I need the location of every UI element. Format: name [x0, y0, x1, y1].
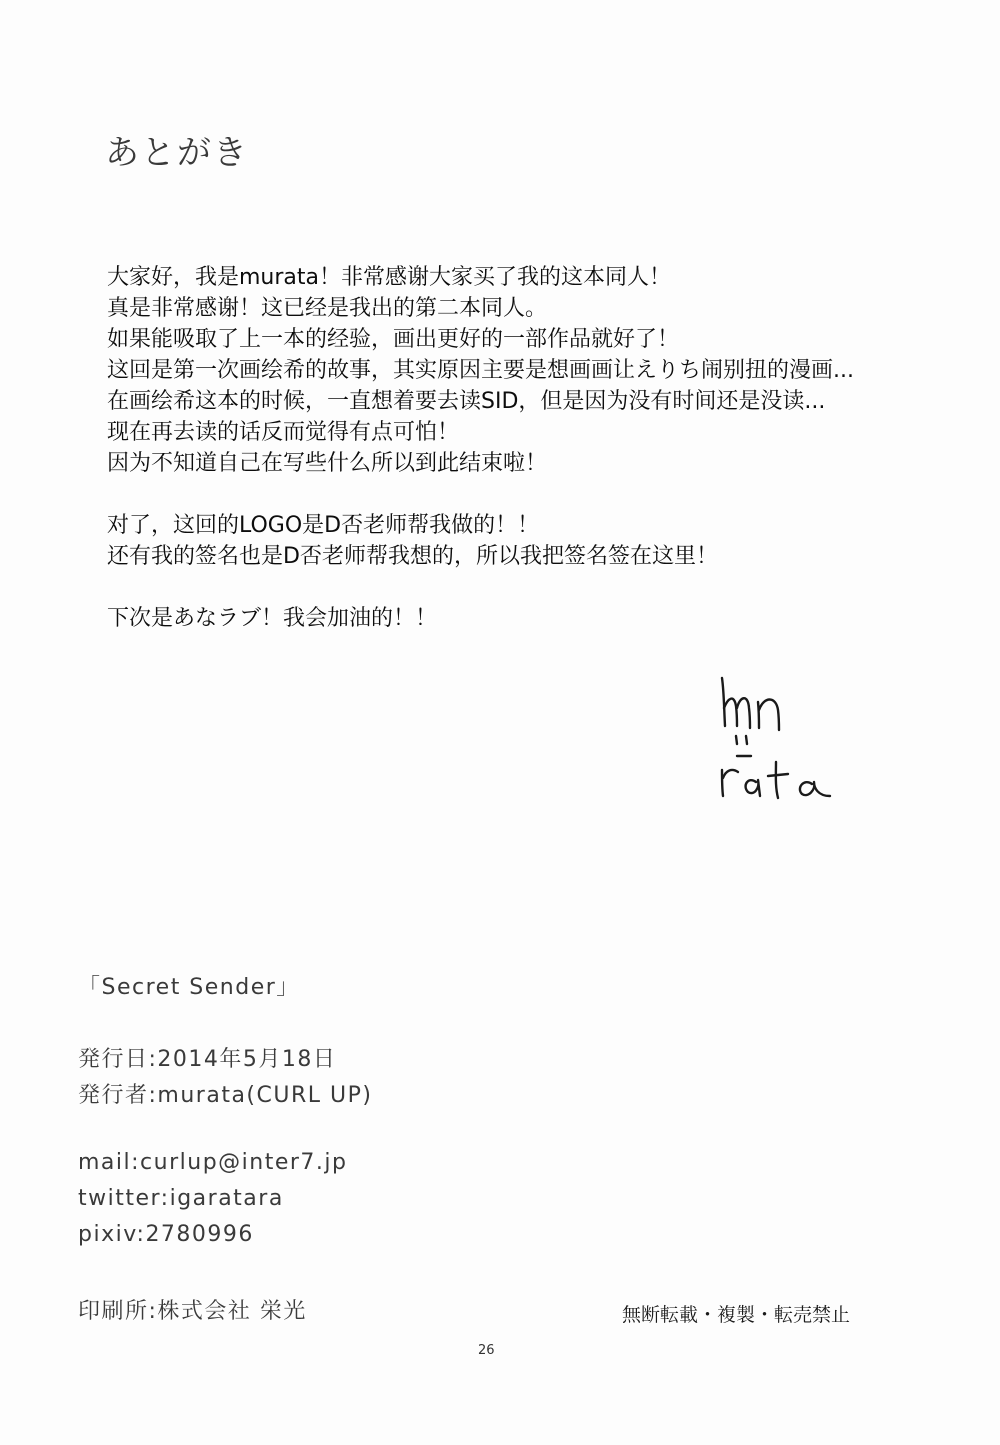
contact-mail: mail:curlup@inter7.jp [78, 1150, 348, 1175]
paragraph-line: 真是非常感谢！这已经是我出的第二本同人。 [107, 296, 548, 321]
book-title: 「Secret Sender」 [78, 975, 300, 1000]
contact-pixiv: pixiv:2780996 [78, 1222, 254, 1247]
handwritten-signature [712, 672, 847, 807]
publisher: 発行者:murata(CURL UP) [78, 1083, 373, 1108]
paragraph-line: 下次是あなラブ！我会加油的！！ [107, 606, 438, 631]
paragraph-line: 在画绘希这本的时候，一直想着要去读SID，但是因为没有时间还是没读... [107, 389, 826, 414]
publication-date: 発行日:2014年5月18日 [78, 1047, 337, 1072]
printer: 印刷所:株式会社 栄光 [78, 1299, 307, 1324]
paragraph-line: 如果能吸取了上一本的经验，画出更好的一部作品就好了！ [107, 327, 680, 352]
paragraph-line: 现在再去读的话反而觉得有点可怕！ [107, 420, 460, 445]
copyright-notice: 無断転載・複製・転売禁止 [622, 1304, 851, 1326]
paragraph-gap [107, 572, 967, 603]
page-number: 26 [478, 1343, 495, 1358]
paragraph-line: 因为不知道自己在写些什么所以到此结束啦！ [107, 451, 548, 476]
afterword-body [107, 262, 967, 634]
contact-twitter: twitter:igaratara [78, 1186, 284, 1211]
paragraph-gap [107, 479, 967, 510]
paragraph-line: 还有我的签名也是D否老师帮我想的，所以我把签名签在这里！ [107, 544, 718, 569]
paragraph-line: 这回是第一次画绘希的故事，其实原因主要是想画画让えりち闹别扭的漫画... [107, 358, 854, 383]
page-heading: あとがき [105, 133, 249, 173]
paragraph-line: 对了，这回的LOGO是D否老师帮我做的！！ [107, 513, 540, 538]
paragraph-line: 大家好，我是murata！非常感谢大家买了我的这本同人！ [107, 265, 672, 290]
